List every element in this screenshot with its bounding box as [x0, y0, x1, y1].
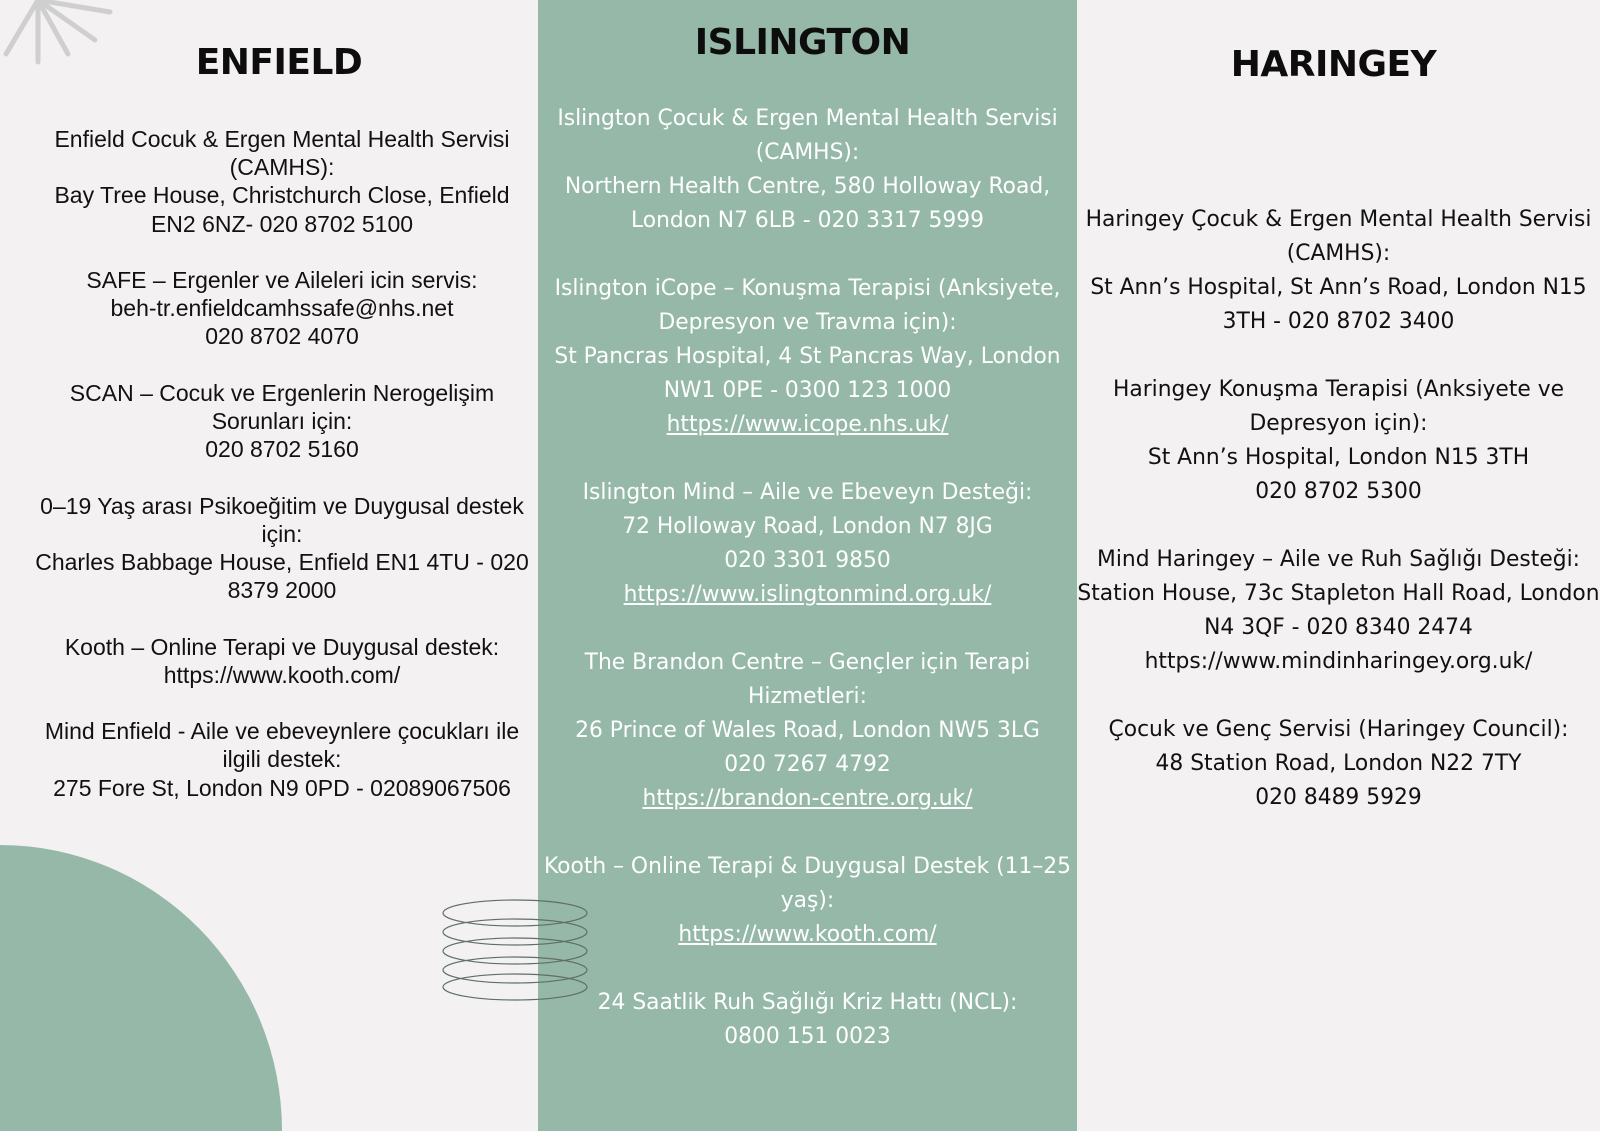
service-line: SCAN – Cocuk ve Ergenlerin Nerogelişim Sorunları için: — [69, 379, 495, 434]
enfield-column — [0, 0, 538, 1131]
service-line: Haringey Çocuk & Ergen Mental Health Servisi (CAMHS): — [1085, 207, 1592, 266]
service-line: Mind Haringey – Aile ve Ruh Sağlığı Desteği: — [1097, 547, 1580, 572]
haringey-services — [1077, 203, 1600, 849]
service-line: 26 Prince of Wales Road, London NW5 3LG — [575, 718, 1040, 743]
islington-services — [538, 102, 1077, 1088]
islington-title: ISLINGTON — [694, 22, 911, 63]
service-line: 020 7267 4792 — [724, 752, 891, 777]
service-website-link[interactable]: https://www.islingtonmind.org.uk/ — [623, 582, 992, 607]
service-line: https://www.kooth.com/ — [163, 661, 401, 688]
haringey-service-entry — [1077, 713, 1600, 815]
service-line: 48 Station Road, London N22 7TY — [1155, 751, 1522, 776]
service-line: Enfield Cocuk & Ergen Mental Health Servisi (CAMHS): — [54, 126, 510, 181]
haringey-column — [1077, 0, 1600, 1131]
service-line: St Pancras Hospital, 4 St Pancras Way, London NW1 0PE - 0300 123 1000 — [554, 344, 1061, 403]
service-line: Kooth – Online Terapi ve Duygusal destek: — [64, 633, 500, 660]
service-line: St Ann’s Hospital, London N15 3TH — [1147, 445, 1530, 470]
service-line: Charles Babbage House, Enfield EN1 4TU - 020 8379 2000 — [35, 549, 529, 604]
haringey-title: HARINGEY — [1230, 44, 1437, 85]
islington-service-entry — [538, 986, 1077, 1054]
service-line: Station House, 73c Stapleton Hall Road, London N4 3QF - 020 8340 2474 — [1077, 581, 1600, 640]
enfield-services — [30, 125, 534, 830]
service-line: St Ann’s Hospital, St Ann’s Road, London N15 3TH - 020 8702 3400 — [1090, 275, 1587, 334]
service-line: https://www.mindinharingey.org.uk/ — [1144, 649, 1533, 674]
service-website-link[interactable]: https://brandon-centre.org.uk/ — [642, 786, 973, 811]
enfield-service-entry — [30, 125, 534, 238]
service-line: Northern Health Centre, 580 Holloway Road, London N7 6LB - 020 3317 5999 — [564, 174, 1051, 233]
service-line: 020 8702 5300 — [1255, 479, 1422, 504]
service-line: 0–19 Yaş arası Psikoeğitim ve Duygusal destek için: — [40, 492, 524, 547]
service-line: beh-tr.enfieldcamhssafe@nhs.net — [110, 295, 454, 322]
islington-column — [538, 0, 1077, 1131]
service-website-link[interactable]: https://www.icope.nhs.uk/ — [666, 412, 949, 437]
service-line: 020 3301 9850 — [724, 548, 891, 573]
service-line: 020 8702 5160 — [205, 436, 359, 463]
islington-service-entry — [538, 646, 1077, 816]
service-line: Mind Enfield - Aile ve ebeveynlere çocukları ile ilgili destek: — [44, 718, 520, 773]
service-website-link[interactable]: https://www.kooth.com/ — [678, 922, 937, 947]
service-line: 020 8489 5929 — [1255, 785, 1422, 810]
haringey-service-entry — [1077, 203, 1600, 339]
service-line: Bay Tree House, Christchurch Close, Enfield EN2 6NZ- 020 8702 5100 — [54, 182, 510, 237]
service-line: Haringey Konuşma Terapisi (Anksiyete ve Depresyon için): — [1112, 377, 1565, 436]
islington-service-entry — [538, 102, 1077, 238]
service-line: 020 8702 4070 — [205, 323, 359, 350]
service-line: The Brandon Centre – Gençler için Terapi Hizmetleri: — [584, 650, 1031, 709]
service-line: 72 Holloway Road, London N7 8JG — [622, 514, 993, 539]
enfield-title: ENFIELD — [195, 42, 363, 83]
service-line: Çocuk ve Genç Servisi (Haringey Council): — [1108, 717, 1569, 742]
service-line: SAFE – Ergenler ve Aileleri icin servis: — [86, 267, 478, 293]
enfield-service-entry — [30, 379, 534, 464]
islington-service-entry — [538, 850, 1077, 952]
enfield-service-entry — [30, 266, 534, 351]
islington-service-entry — [538, 272, 1077, 442]
service-line: Islington Mind – Aile ve Ebeveyn Desteği: — [582, 480, 1033, 505]
service-line: 275 Fore St, London N9 0PD - 02089067506 — [53, 774, 511, 801]
haringey-service-entry — [1077, 373, 1600, 509]
haringey-service-entry — [1077, 543, 1600, 679]
islington-service-entry — [538, 476, 1077, 612]
service-line: Islington iCope – Konuşma Terapisi (Anksiyete, Depresyon ve Travma için): — [554, 276, 1061, 335]
enfield-service-entry — [30, 717, 534, 802]
service-line: 24 Saatlik Ruh Sağlığı Kriz Hattı (NCL): — [597, 990, 1018, 1015]
service-line: 0800 151 0023 — [724, 1024, 891, 1049]
enfield-service-entry — [30, 633, 534, 689]
service-line: Islington Çocuk & Ergen Mental Health Servisi (CAMHS): — [557, 106, 1058, 165]
enfield-service-entry — [30, 492, 534, 605]
service-line: Kooth – Online Terapi & Duygusal Destek (11–25 yaş): — [543, 854, 1072, 913]
